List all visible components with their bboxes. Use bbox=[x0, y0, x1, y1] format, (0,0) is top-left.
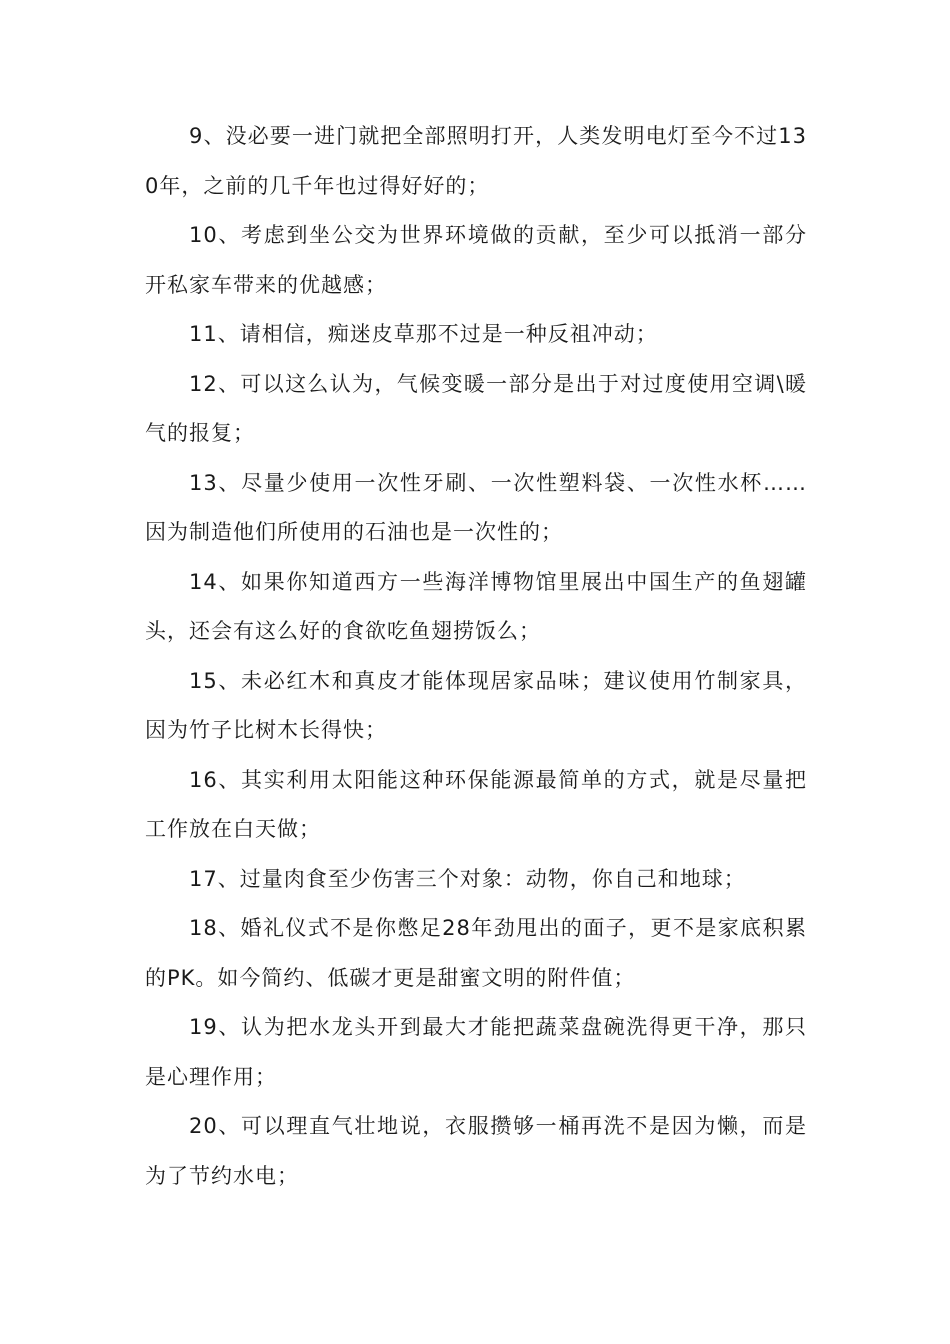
list-item: 19、认为把水龙头开到最大才能把蔬菜盘碗洗得更干净，那只是心理作用； bbox=[145, 1015, 807, 1089]
list-item: 16、其实利用太阳能这种环保能源最简单的方式，就是尽量把工作放在白天做； bbox=[145, 767, 807, 841]
list-item: 10、考虑到坐公交为世界环境做的贡献，至少可以抵消一部分开私家车带来的优越感； bbox=[145, 223, 807, 297]
list-item: 18、婚礼仪式不是你憋足28年劲甩出的面子，更不是家底积累的PK。如今简约、低碳才更是甜蜜文明的附件值； bbox=[145, 916, 807, 990]
list-item: 14、如果你知道西方一些海洋博物馆里展出中国生产的鱼翅罐头，还会有这么好的食欲吃鱼翅捞饭么； bbox=[145, 569, 807, 643]
list-item: 15、未必红木和真皮才能体现居家品味；建议使用竹制家具，因为竹子比树木长得快； bbox=[145, 668, 807, 742]
list-item: 20、可以理直气壮地说，衣服攒够一桶再洗不是因为懒，而是为了节约水电； bbox=[145, 1114, 807, 1188]
document-body bbox=[145, 112, 807, 1201]
list-item: 9、没必要一进门就把全部照明打开，人类发明电灯至今不过130年，之前的几千年也过得好好的； bbox=[145, 124, 807, 198]
list-item: 13、尽量少使用一次性牙刷、一次性塑料袋、一次性水杯……因为制造他们所使用的石油也是一次性的； bbox=[145, 470, 807, 544]
list-item: 17、过量肉食至少伤害三个对象：动物，你自己和地球； bbox=[189, 866, 746, 891]
list-item: 11、请相信，痴迷皮草那不过是一种反祖冲动； bbox=[189, 322, 658, 346]
list-item: 12、可以这么认为，气候变暖一部分是出于对过度使用空调\暖气的报复； bbox=[145, 371, 807, 445]
